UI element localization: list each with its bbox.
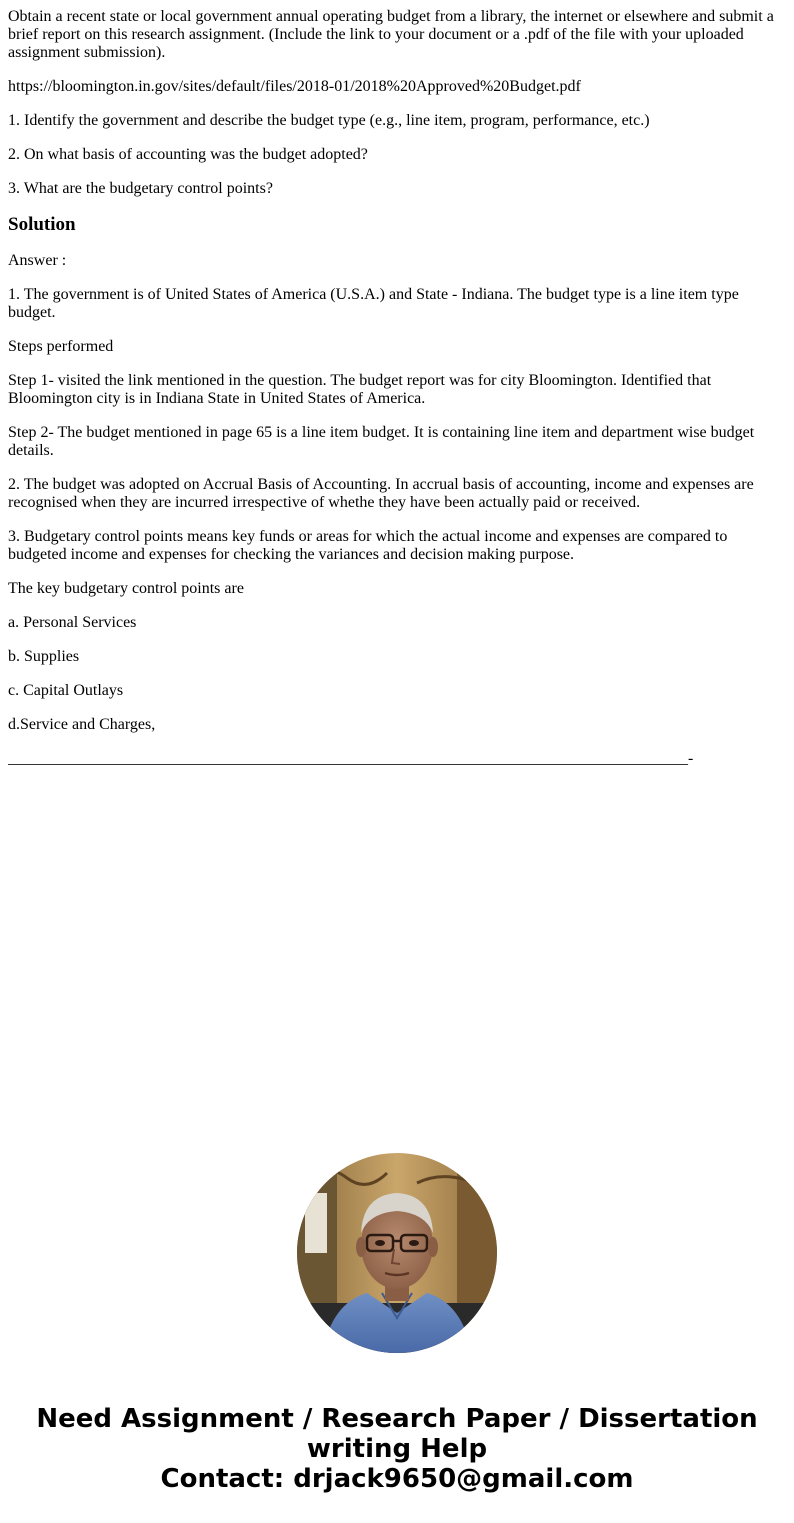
promo-line-2: writing Help	[306, 1434, 488, 1464]
answer-2: 2. The budget was adopted on Accrual Basis of Accounting. In accrual basis of accounting, income and expenses are recognised when they are incurred irrespective of whethe they have been actually paid or received.	[8, 476, 754, 511]
step-1: Step 1- visited the link mentioned in the question. The budget report was for city Bloomington. Identified that Bloomington city is in Indiana State in United States of America.	[8, 372, 712, 407]
control-point-item: d.Service and Charges,	[8, 716, 156, 733]
answer-3: 3. Budgetary control points means key funds or areas for which the actual income and expenses are compared to budgeted income and expenses for checking the variances and decision making purpose.	[8, 528, 728, 563]
control-point-item: a. Personal Services	[8, 614, 137, 631]
question-1: 1. Identify the government and describe the budget type (e.g., line item, program, performance, etc.)	[8, 112, 650, 129]
control-point-item: b. Supplies	[8, 648, 80, 665]
author-photo	[297, 1153, 497, 1353]
step-2: Step 2- The budget mentioned in page 65 is a line item budget. It is containing line item and department wise budget details.	[8, 424, 755, 459]
author-portrait-image	[297, 1153, 497, 1353]
promo-contact: Contact: drjack9650@gmail.com	[160, 1464, 634, 1494]
control-point-item: c. Capital Outlays	[8, 682, 124, 699]
separator-rule: _____________________________________________________________________________________-	[8, 750, 694, 767]
answer-1: 1. The government is of United States of America (U.S.A.) and State - Indiana. The budget type is a line item type budget.	[8, 286, 739, 321]
question-intro: Obtain a recent state or local government annual operating budget from a library, the internet or elsewhere and submit a brief report on this research assignment. (Include the link to your document or a .pdf of the file with your uploaded assignment submission).	[8, 8, 774, 61]
question-3: 3. What are the budgetary control points?	[8, 180, 273, 197]
key-points-label: The key budgetary control points are	[8, 580, 244, 597]
promo-banner	[0, 1404, 794, 1494]
solution-heading: Solution	[8, 214, 76, 235]
steps-label: Steps performed	[8, 338, 114, 355]
budget-link: https://bloomington.in.gov/sites/default/files/2018-01/2018%20Approved%20Budget.pdf	[8, 78, 581, 95]
answer-label: Answer :	[8, 252, 67, 269]
document-body	[8, 8, 786, 784]
promo-line-1: Need Assignment / Research Paper / Dissertation	[36, 1404, 758, 1434]
question-2: 2. On what basis of accounting was the budget adopted?	[8, 146, 368, 163]
